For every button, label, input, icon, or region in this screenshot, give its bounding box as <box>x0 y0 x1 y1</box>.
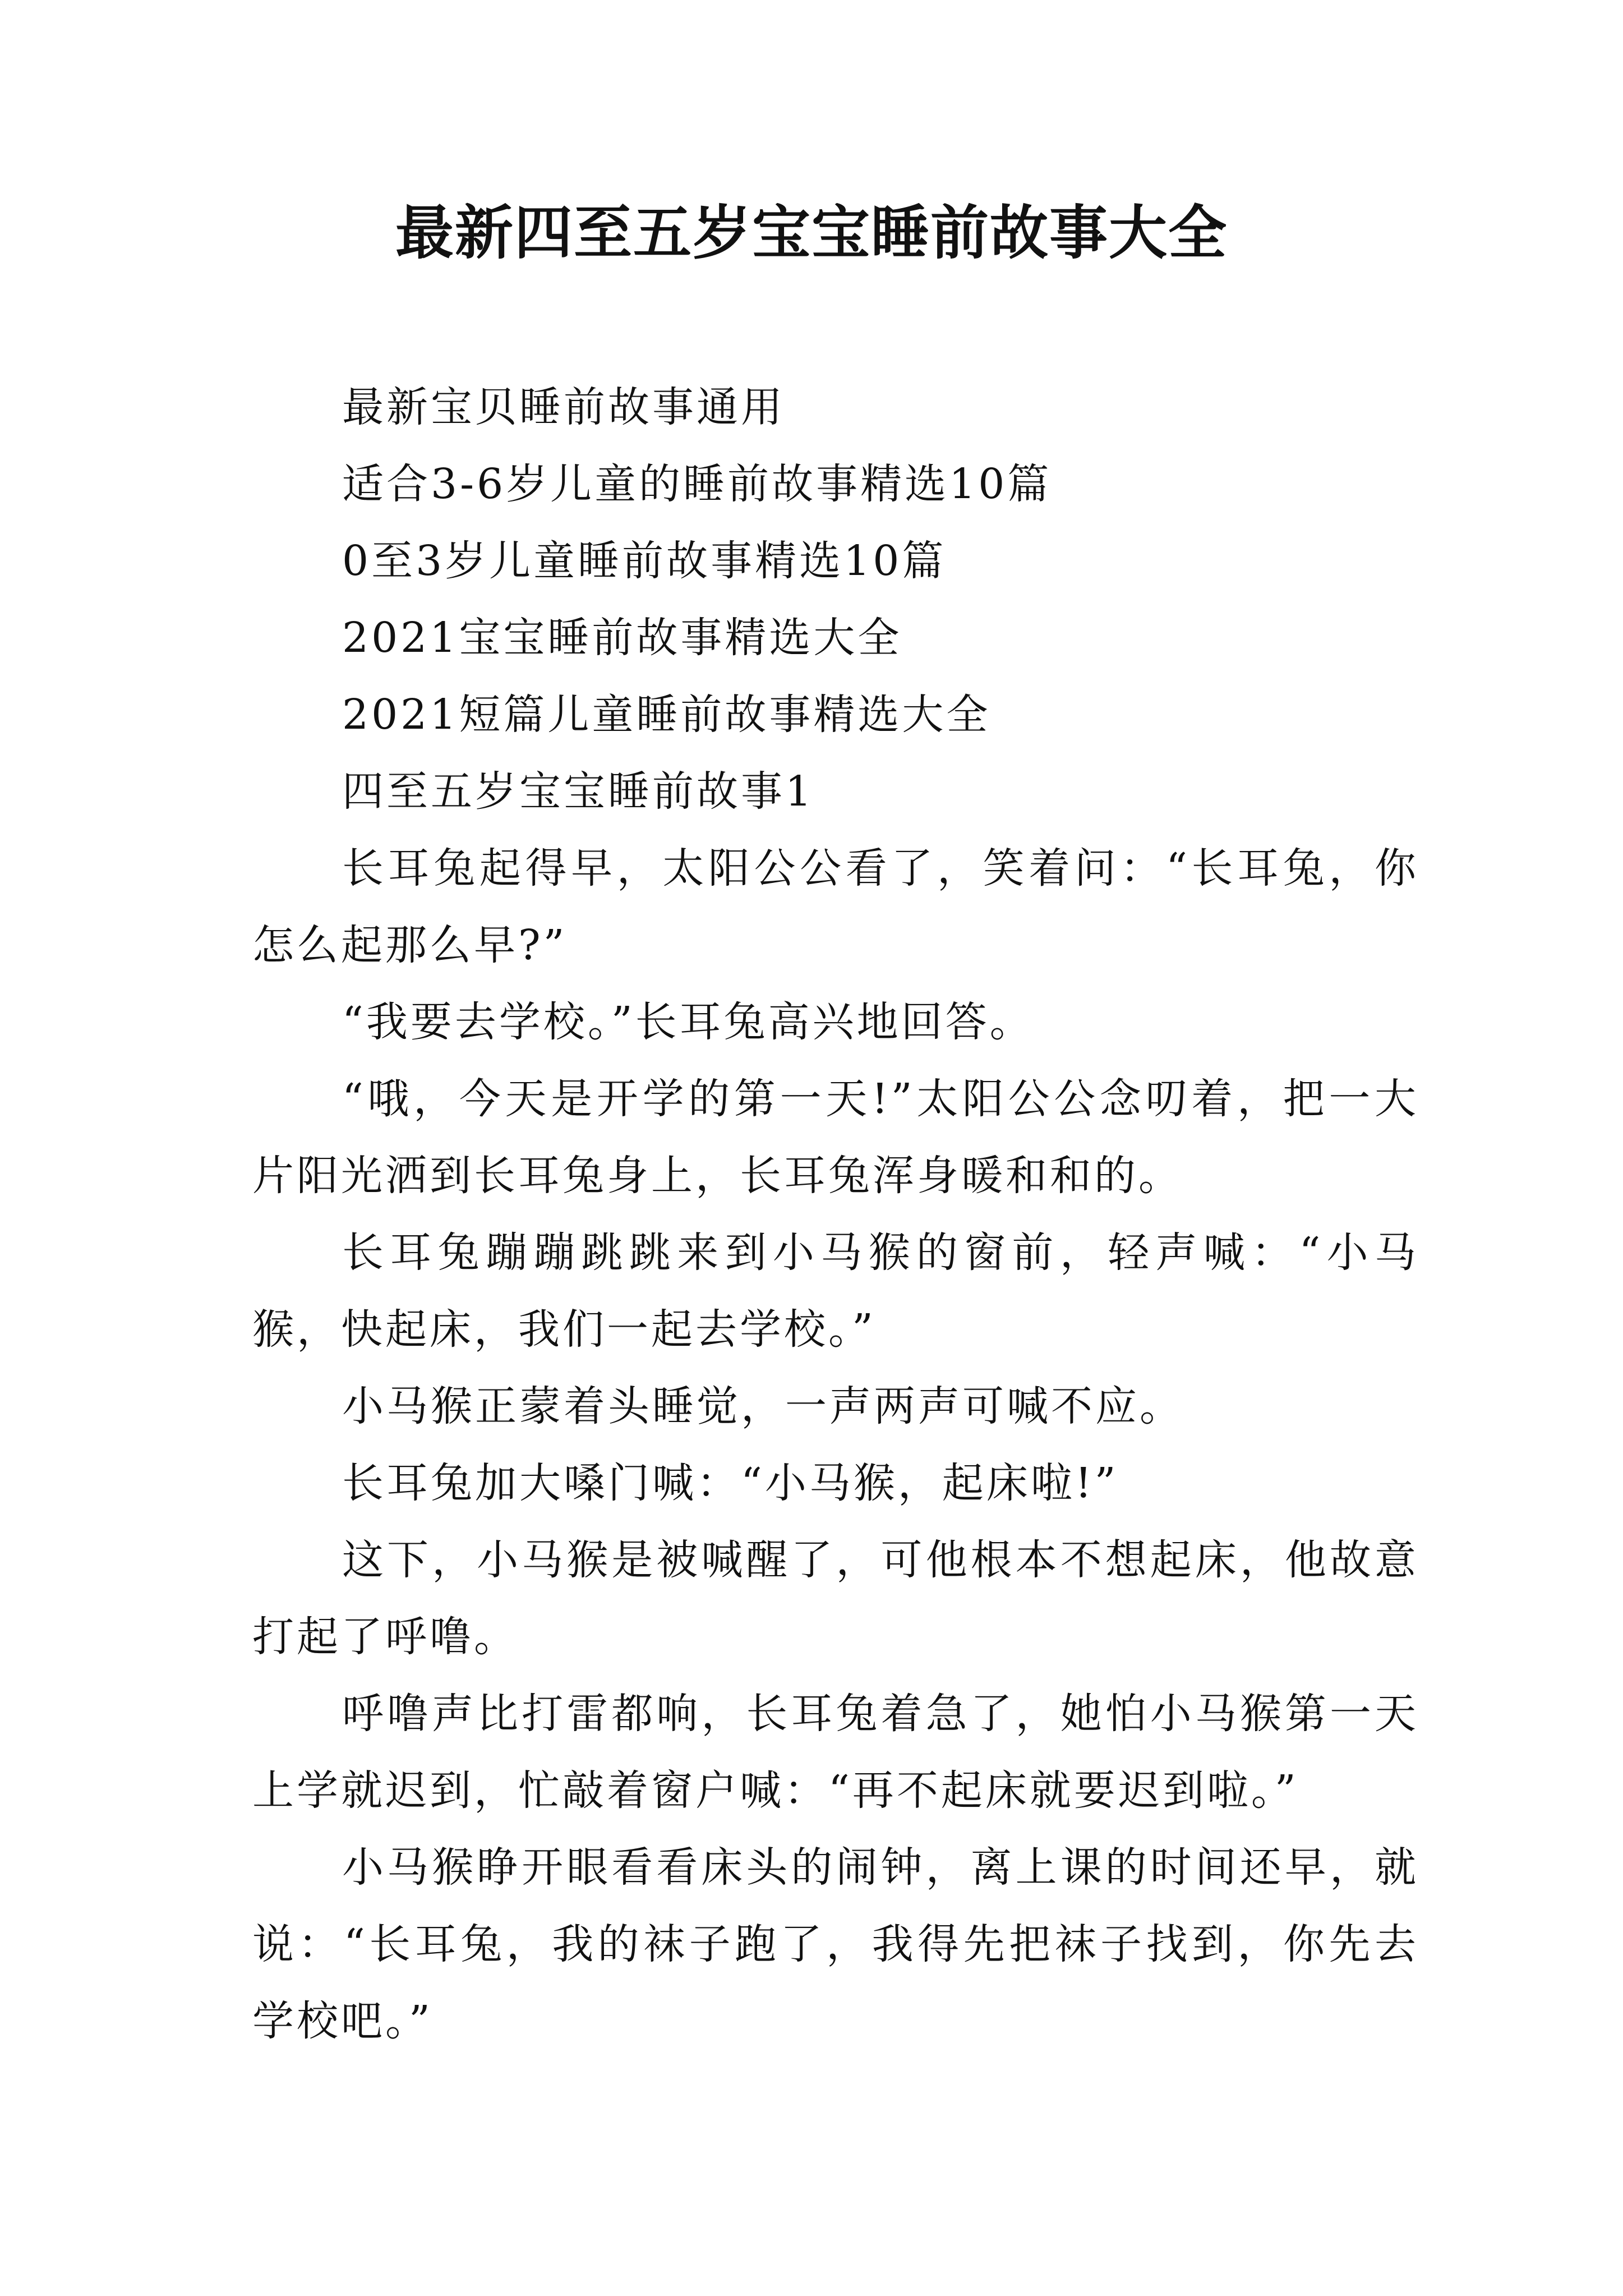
story-paragraph: 这下，小马猴是被喊醒了，可他根本不想起床，他故意打起了呼噜。 <box>252 1536 1419 1661</box>
story-paragraph: 长耳兔加大嗓门喊：“小马猴，起床啦!” <box>342 1459 1119 1507</box>
toc-item: 0至3岁儿童睡前故事精选10篇 <box>342 537 947 585</box>
document-title: 最新四至五岁宝宝睡前故事大全 <box>395 198 1228 267</box>
story-paragraph: 小马猴睁开眼看看床头的闹钟，离上课的时间还早，就说：“长耳兔，我的袜子跑了，我得先把袜子找到，你先去学校吧。” <box>252 1843 1419 2045</box>
toc-item: 最新宝贝睡前故事通用 <box>342 383 785 431</box>
document-body <box>252 369 1419 2060</box>
section-heading: 四至五岁宝宝睡前故事1 <box>342 767 815 816</box>
toc-item: 适合3-6岁儿童的睡前故事精选10篇 <box>342 460 1052 508</box>
story-paragraph: “哦，今天是开学的第一天!”太阳公公念叨着，把一大片阳光洒到长耳兔身上，长耳兔浑身暖和和的。 <box>252 1075 1419 1200</box>
story-paragraph: 长耳兔起得早，太阳公公看了，笑着问：“长耳兔，你怎么起那么早?” <box>252 844 1419 969</box>
story-paragraph: 长耳兔蹦蹦跳跳来到小马猴的窗前，轻声喊：“小马猴，快起床，我们一起去学校。” <box>252 1228 1419 1354</box>
story-paragraph: 呼噜声比打雷都响，长耳兔着急了，她怕小马猴第一天上学就迟到，忙敲着窗户喊：“再不起床就要迟到啦。” <box>252 1690 1419 1815</box>
story-paragraph: 小马猴正蒙着头睡觉，一声两声可喊不应。 <box>342 1382 1184 1430</box>
story-paragraph: “我要去学校。”长耳兔高兴地回答。 <box>342 998 1034 1046</box>
toc-item: 2021短篇儿童睡前故事精选大全 <box>342 691 991 739</box>
toc-item: 2021宝宝睡前故事精选大全 <box>342 614 902 662</box>
